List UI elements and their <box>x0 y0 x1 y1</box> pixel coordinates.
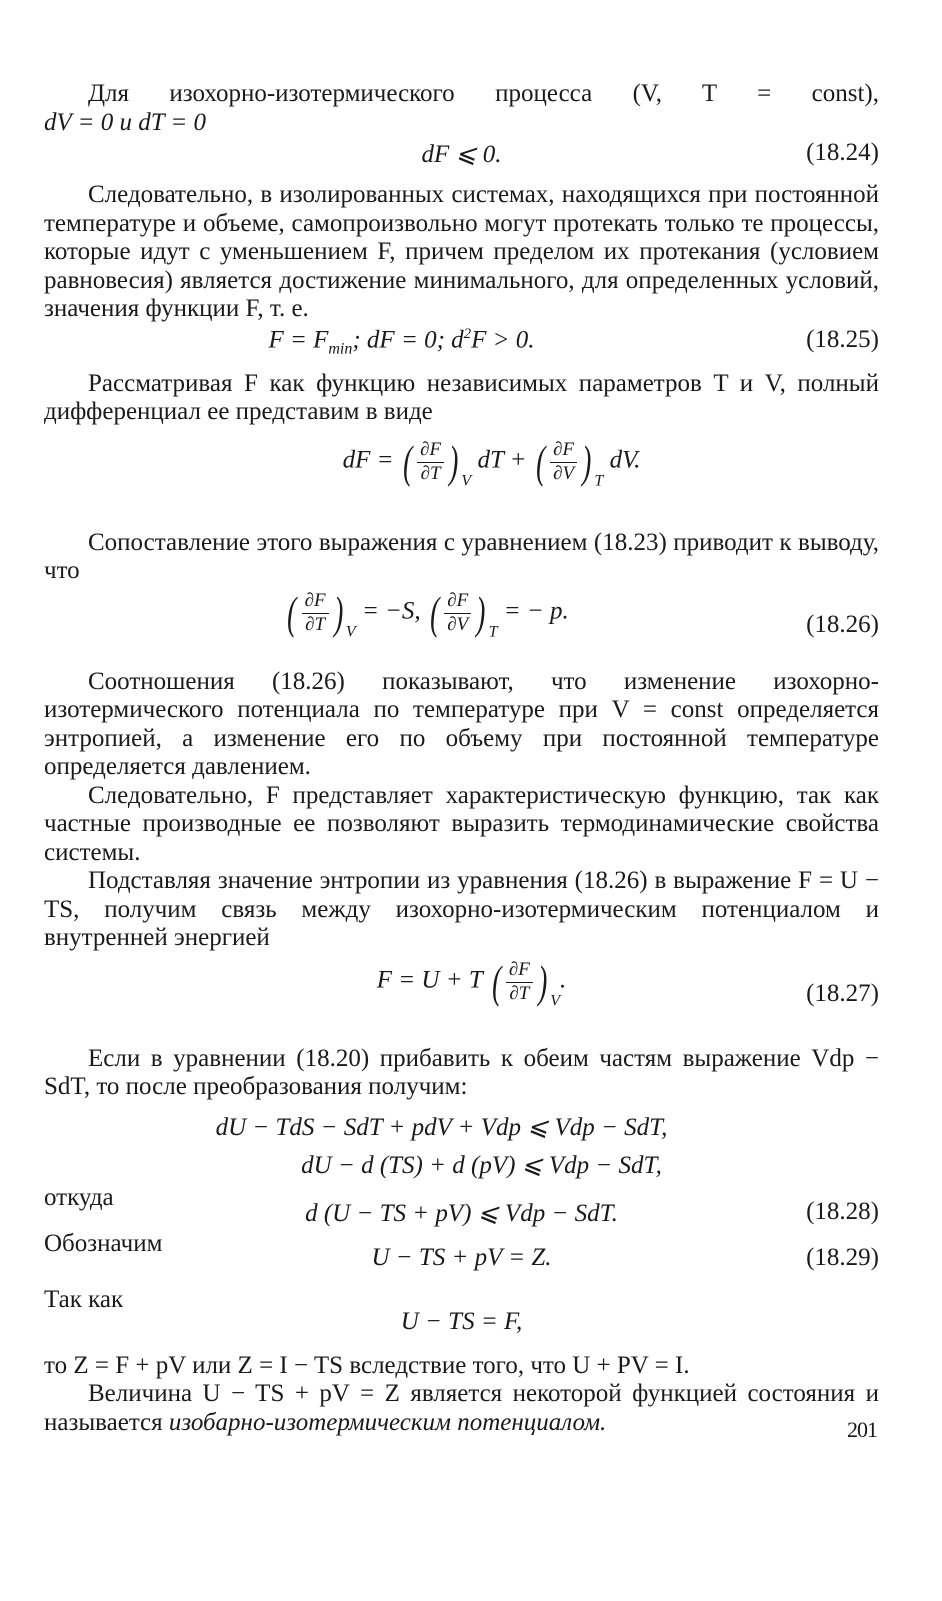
paragraph-substitution: Подставляя значение энтропии из уравнения (18.26) в выражение F = U − TS, получим связь между изохорно-изотермическим потенциалом и внутренней энергией <box>44 867 879 951</box>
paragraph-intro-line1: Для изохорно-изотермического процесса (V, T = const), <box>88 80 879 107</box>
equation-transform-2: dU − d (TS) + d (pV) ⩽ Vdp − SdT, <box>301 1151 662 1179</box>
fraction-dF-dT: $\frac{\partial F}{\partial T}$ <box>302 590 329 636</box>
equation-expression: U − TS + pV = Z. <box>371 1243 552 1271</box>
equation-dF: dF = ( $\frac{\partial F}{\partial T}$ ) $_V$ dT + ( $\frac{\partial F}{\partial V}$ ) $_T$ dV. <box>342 435 641 490</box>
equation-number: (18.25) <box>806 325 879 353</box>
paragraph-total-differential: Рассматривая F как функцию независимых параметров T и V, полный дифференциал ее представим в виде <box>44 369 879 425</box>
equation-expression: dF ⩽ 0. <box>421 141 502 168</box>
label-oboznachim: Обозначим <box>44 1229 163 1257</box>
equation-18-28 <box>44 1184 879 1234</box>
equation-U-TS-F <box>44 1284 879 1346</box>
paragraph-isobaric-potential: Величина U − TS + pV = Z является некоторой функцией состояния и называется изобарно-изотермическим потенциалом. <box>44 1380 879 1436</box>
equation-18-26: ( $\frac{\partial F}{\partial T}$ ) $_V$ = −S, ( $\frac{\partial F}{\partial V}$ ) $_T$ = − p. (18.26) <box>287 586 879 641</box>
equation-expression: U − TS = F, <box>400 1307 523 1335</box>
fraction-dF-dV: $\frac{\partial F}{\partial V}$ <box>550 439 577 485</box>
equation-18-27: F = U + T ( $\frac{\partial F}{\partial T}$ ) $_V$. (18.27) <box>376 955 879 1010</box>
label-tak-kak: Так как <box>44 1285 124 1313</box>
term-isobaric-isothermal-potential: изобарно-изотермическим потенциалом. <box>168 1408 607 1436</box>
fraction-dF-dV: $\frac{\partial F}{\partial V}$ <box>444 590 471 636</box>
equation-number: (18.29) <box>806 1243 879 1271</box>
equation-number: (18.24) <box>806 139 879 166</box>
page-body <box>44 80 879 1437</box>
equation-18-25 <box>44 324 879 358</box>
page-number: 201 <box>847 1417 877 1442</box>
equation-expression: d (U − TS + pV) ⩽ Vdp − SdT. <box>305 1199 618 1227</box>
fraction-dF-dT: $\frac{\partial F}{\partial T}$ <box>417 439 444 485</box>
paragraph-comparison: Сопоставление этого выражения с уравнением (18.23) приводит к выводу, что <box>44 528 879 584</box>
paragraph-intro-line2: dV = 0 и dT = 0 <box>44 108 207 136</box>
paragraph-isolated-systems: Следовательно, в изолированных системах, находящихся при постоянной температуре и объеме, самопроизвольно могут протекать только те процессы, которые идут с уменьшением F, причем пределом их протекания (условием равновесия) является достижение минимального, для определенных условий, значения функции F, т. е. <box>44 181 879 322</box>
equation-18-24 <box>44 137 879 171</box>
equation-expression: $F = F_{min}$; dF = 0; $d^2F > 0$. <box>268 325 535 357</box>
paragraph-add-expression: Если в уравнении (18.20) прибавить к обеим частям выражение Vdp − SdT, то после преобразования получим: <box>44 1044 879 1100</box>
paragraph-Z-definition: то Z = F + pV или Z = I − TS вследствие того, что U + PV = I. <box>44 1351 690 1379</box>
equation-number: (18.27) <box>806 979 879 1007</box>
equation-number: (18.26) <box>806 610 879 638</box>
fraction-dF-dT: $\frac{\partial F}{\partial T}$ <box>506 959 533 1005</box>
equation-18-29 <box>44 1229 879 1284</box>
label-otkuda: откуда <box>44 1183 114 1211</box>
paragraph-relations: Соотношения (18.26) показывают, что изменение изохорно-изотермического потенциала по температуре при V = const определяется энтропией, а изменение его по объему при постоянной температуре определяется давлением. <box>44 667 879 780</box>
equation-number: (18.28) <box>806 1197 879 1225</box>
paragraph-characteristic-function: Следовательно, F представляет характеристическую функцию, так как частные производные ее позволяют выразить термодинамические свойства системы. <box>44 781 879 866</box>
equation-transform-1: dU − TdS − SdT + pdV + Vdp ⩽ Vdp − SdT, <box>215 1113 668 1141</box>
equation-lhs: dF = <box>342 446 394 474</box>
